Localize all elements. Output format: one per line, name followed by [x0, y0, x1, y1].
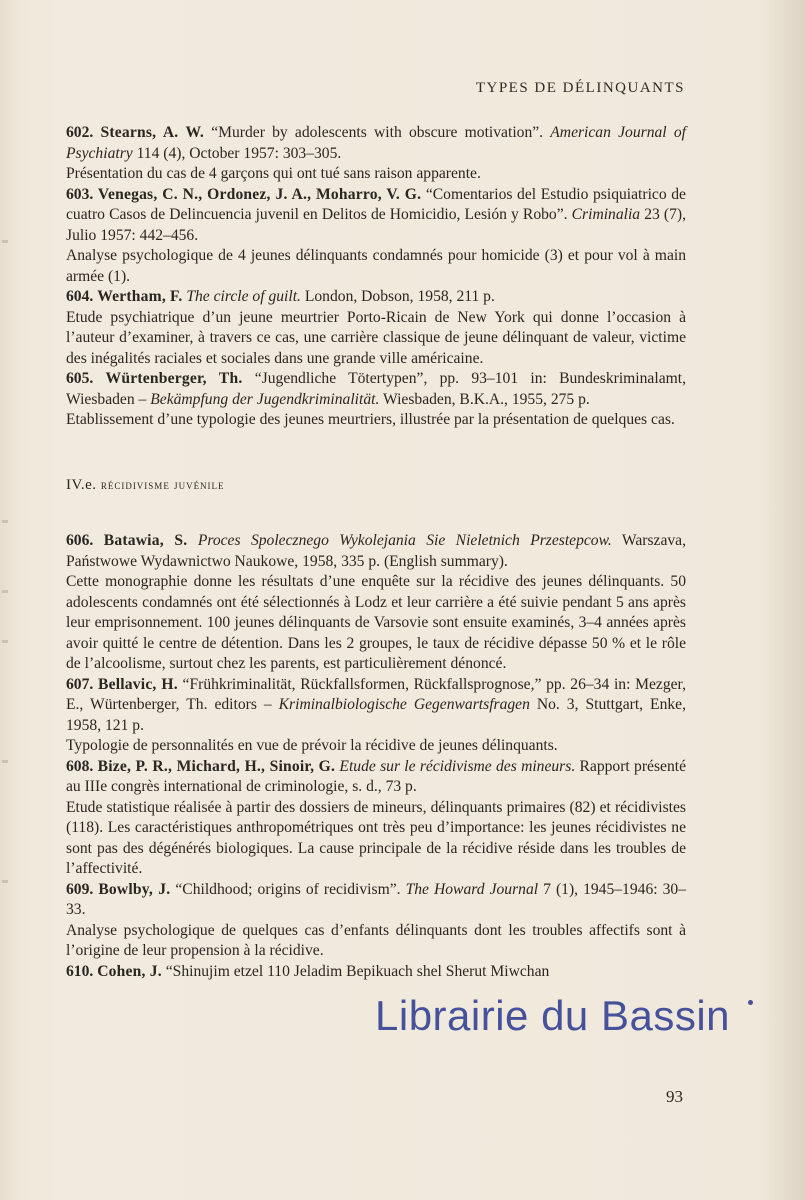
entry-author: Würtenberger, Th.: [105, 370, 243, 387]
gutter-mark: [2, 240, 8, 243]
section-prefix: IV.e.: [66, 476, 97, 493]
entry-number: 604.: [66, 288, 94, 305]
entry-number: 605.: [66, 370, 94, 387]
entry-number: 609.: [66, 880, 94, 898]
entry-text: “Jugendliche Tötertypen”, pp. 93–101 in: Bundeskriminalamt, Wiesbaden –: [66, 370, 686, 408]
entry-text: “Shinujim etzel 110 Jeladim Bepikuach shel Sherut Miwchan: [161, 962, 550, 980]
gutter-mark: [2, 880, 8, 883]
entry-text: 114 (4), October 1957: 303–305.: [132, 144, 342, 162]
entry-text: Rapport présenté au IIIe congrès international de criminologie, s. d., 73 p.: [66, 757, 686, 795]
entry-number: 607.: [66, 675, 94, 693]
entry-citation: [66, 962, 686, 983]
entry-number: 610.: [66, 962, 94, 980]
gutter-mark: [2, 640, 8, 643]
entries-group-a: [66, 123, 686, 431]
entry-abstract: Etude psychiatrique d’un jeune meurtrier Porto-Ricain de New York qui donne l’occasion à l’auteur d’examiner, à travers ce cas, une carrière classique de jeune délinquant de valeur, victime des inégalités raciales et sociales dans une grande ville américaine.: [66, 308, 686, 367]
entry-citation: [66, 880, 686, 921]
entry-title-italic: The circle of guilt.: [186, 288, 301, 305]
watermark: Librairie du Bassin: [375, 992, 731, 1039]
entry-title-italic: Etude sur le récidivisme des mineurs.: [339, 757, 576, 775]
gutter-mark: [2, 520, 8, 523]
page-number: 93: [666, 1087, 683, 1106]
entry-title-italic: Criminalia: [571, 206, 641, 223]
entry-title-italic: The Howard Journal: [405, 880, 539, 898]
running-title: TYPES DE DÉLINQUANTS: [475, 80, 685, 96]
entry-title-italic: American Journal of Psychiatry: [66, 124, 686, 162]
bibliography-entry: [66, 369, 686, 431]
entry-number: 602.: [66, 124, 94, 141]
entry-title-italic: Bekämpfung der Jugendkriminalität.: [150, 390, 380, 408]
bibliography-entry: [66, 880, 686, 962]
entry-author: Venegas, C. N., Ordonez, J. A., Moharro, V. G.: [97, 185, 422, 203]
entry-author: Cohen, J.: [97, 962, 162, 980]
entry-citation: [66, 369, 686, 410]
entry-abstract: Analyse psychologique de quelques cas d’enfants délinquants dont les troubles affectifs sont à l’origine de leur propension à la récidive.: [66, 921, 686, 959]
entries-group-b: [66, 531, 686, 982]
entry-author: Bize, P. R., Michard, H., Sinoir, G.: [97, 757, 336, 775]
entry-abstract: Typologie de personnalités en vue de prévoir la récidive de jeunes délinquants.: [66, 737, 558, 754]
bibliography-entry: [66, 123, 686, 185]
gutter-mark: [2, 590, 8, 593]
entry-citation: [66, 531, 686, 572]
entry-title-italic: Proces Spolecznego Wykolejania Sie Nieletnich Przestepcow.: [197, 532, 612, 549]
entry-abstract: Cette monographie donne les résultats d’une enquête sur la récidive des jeunes délinquants. 50 adolescents condamnés ont été sélectionnés à Lodz et leur carrière a été suivie pendant 5 ans après leur emprisonnement. 100 jeunes délinquants de Varsovie sont ensuite examinés, 3–4 années après avoir quitté le centre de détention. Dans les 2 groupes, le taux de récidive dépasse 50 % et le rôle de l’alcoolisme, surtout chez les parents, est particulièrement dénoncé.: [66, 573, 686, 672]
entry-citation: [66, 185, 686, 247]
entry-text: “Frühkriminalität, Rückfallsformen, Rückfallsprognose,” pp. 26–34 in: Mezger, E., Würtenberger, Th. editors –: [66, 675, 687, 713]
entry-text: London, Dobson, 1958, 211 p.: [300, 288, 495, 305]
entry-author: Bellavic, H.: [98, 675, 178, 693]
entry-citation: [66, 287, 686, 308]
entry-text: 23 (7), Julio 1957: 442–456.: [66, 206, 686, 244]
entry-text: Wiesbaden, B.K.A., 1955, 275 p.: [379, 390, 590, 408]
running-header: [476, 80, 685, 97]
entry-text: 7 (1), 1945–1946: 30–33.: [66, 880, 686, 918]
entry-author: Batawia, S.: [103, 532, 188, 549]
entry-abstract: Etude statistique réalisée à partir des dossiers de mineurs, délinquants primaires (82) et récidivistes (118). Les caractéristiques anthropométriques ont très peu d’importance: les jeunes récidivistes ne sont pas des dégénérés biologiques. La cause principale de la récidive réside dans les troubles de l’affectivité.: [66, 798, 686, 877]
section-title: récidivisme juvénile: [100, 476, 225, 492]
entry-number: 603.: [66, 185, 94, 203]
bibliography-entry: [66, 675, 686, 757]
entry-text: No. 3, Stuttgart, Enke, 1958, 121 p.: [66, 696, 686, 734]
section-heading: [66, 475, 686, 496]
entry-text: “Murder by adolescents with obscure motivation”.: [203, 124, 551, 141]
entry-text: “Childhood; origins of recidivism”.: [170, 880, 406, 898]
bibliography-entry: [66, 757, 686, 880]
gutter-mark: [2, 760, 8, 763]
bibliography-entry: [66, 962, 686, 983]
body-text: [66, 123, 686, 982]
entry-text: [187, 532, 197, 549]
bibliography-entry: [66, 287, 686, 369]
entry-author: Stearns, A. W.: [100, 124, 204, 141]
entry-number: 608.: [66, 757, 94, 775]
entry-author: Bowlby, J.: [98, 880, 171, 898]
bibliography-entry: [66, 185, 686, 288]
bibliography-entry: [66, 531, 686, 675]
entry-abstract: Etablissement d’une typologie des jeunes meurtriers, illustrée par la présentation de quelques cas.: [66, 411, 675, 428]
entry-citation: [66, 757, 686, 798]
entry-abstract: Présentation du cas de 4 garçons qui ont tué sans raison apparente.: [66, 165, 481, 182]
entry-abstract: Analyse psychologique de 4 jeunes délinquants condamnés pour homicide (3) et pour vol à main armée (1).: [66, 247, 686, 285]
entry-citation: [66, 123, 686, 164]
entry-title-italic: Kriminalbiologische Gegenwartsfragen: [278, 696, 530, 713]
entry-number: 606.: [66, 532, 94, 549]
entry-author: Wertham, F.: [97, 288, 183, 305]
entry-citation: [66, 675, 686, 737]
watermark-dot: [748, 1000, 753, 1005]
entry-text: Warszava, Państwowe Wydawnictwo Naukowe, 1958, 335 p. (English summary).: [66, 532, 686, 570]
entry-text: “Comentarios del Estudio psiquiatrico de cuatro Casos de Delincuencia juvenil en Delitos de Homicidio, Lesión y Robo”.: [66, 185, 686, 223]
